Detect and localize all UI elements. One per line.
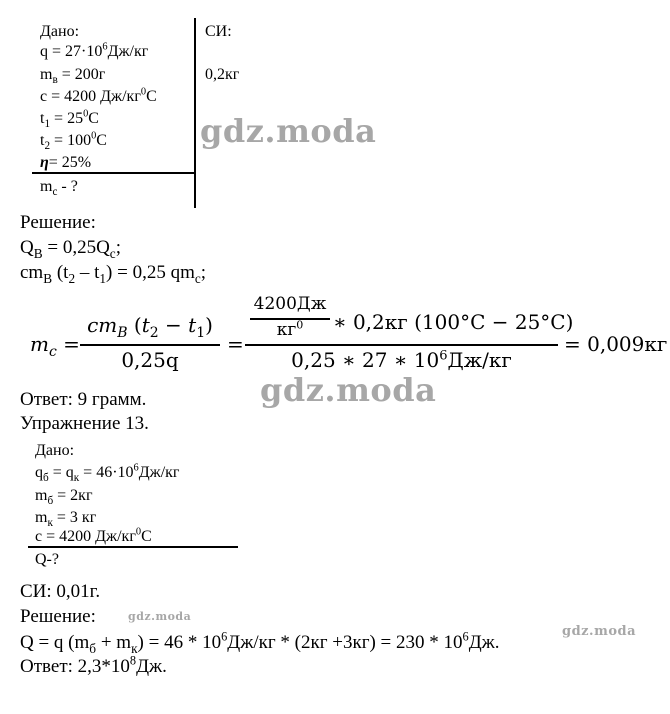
- fraction-1-numerator: $cm_B$ $(t_2 - t_1)$: [87, 313, 213, 341]
- given-line-c: c = 4200 $Дж/кг^0С$: [35, 526, 152, 545]
- equation-1: $Q_В = 0,25Q_c$;: [20, 237, 121, 261]
- fraction-1-denominator: 0,25q: [121, 348, 179, 372]
- watermark-small: gdz.moda: [128, 610, 192, 623]
- given-line-eta: η= 25%: [40, 154, 92, 171]
- fraction-2-bar: [245, 344, 558, 346]
- given-line-t2: $t_2 = 100^0С$: [40, 130, 107, 153]
- fraction-2-denominator: 0,25 ∗ 27 ∗ $10^6Дж/кг$: [291, 348, 512, 372]
- given-find: Q-?: [35, 551, 59, 568]
- equals-sign: =: [227, 332, 244, 356]
- given-line-q: $q = 27\cdot 10^6Дж/кг$: [40, 41, 149, 60]
- formula-lhs: $m_c$ =: [30, 332, 80, 360]
- given-divider: [28, 546, 238, 548]
- si-value: 0,2кг: [205, 66, 240, 83]
- given-line-mk: $m_к = 3$ кг: [35, 509, 97, 530]
- watermark-small: gdz.moda: [562, 624, 637, 639]
- watermark: gdz.moda: [200, 112, 377, 150]
- given-line-c: c = 4200 $Дж/кг^0С$: [40, 86, 157, 105]
- given-title: Дано:: [40, 23, 80, 40]
- equation-3: Q = q $(m_б + m_к) = 46 * 10^6Дж/кг * (2кг +3кг) = 230 * 10^6Дж$.: [20, 629, 500, 656]
- si-title: СИ:: [205, 23, 232, 40]
- exercise-title: Упражнение 13.: [20, 413, 149, 434]
- solution-heading: Решение:: [20, 606, 96, 627]
- answer-2: Ответ: $2,3*10^8Дж$.: [20, 653, 167, 677]
- si-line: СИ: 0,01г.: [20, 581, 101, 602]
- given-divider: [32, 172, 194, 174]
- fraction-1-bar: [80, 344, 220, 346]
- given-line-q: $q_б = q_к = 46\cdot 10^6Дж/кг$: [35, 462, 180, 485]
- formula-result: = 0,009кг: [564, 332, 668, 356]
- given-title: Дано:: [35, 442, 75, 459]
- numerator-rest: ∗ 0,2кг (100°C − 25°C): [333, 310, 574, 334]
- given-line-t1: $t_1 = 25^0С$: [40, 108, 99, 131]
- given-line-mv: $m_в = 200г$: [40, 66, 106, 87]
- inner-numerator: 4200Дж: [253, 294, 327, 314]
- given-line-mb: $m_б = 2кг$: [35, 487, 93, 508]
- watermark: gdz.moda: [260, 371, 437, 409]
- equation-2: $cm_В$ $(t_2 - t_1) = 0,25$ $qm_c$;: [20, 262, 207, 286]
- answer-1: Ответ: 9 грамм.: [20, 389, 147, 410]
- given-find: $m_c$ - ?: [40, 178, 78, 199]
- solution-heading: Решение:: [20, 212, 96, 233]
- inner-denominator: $кг^0$: [276, 318, 304, 340]
- si-divider: [194, 18, 196, 208]
